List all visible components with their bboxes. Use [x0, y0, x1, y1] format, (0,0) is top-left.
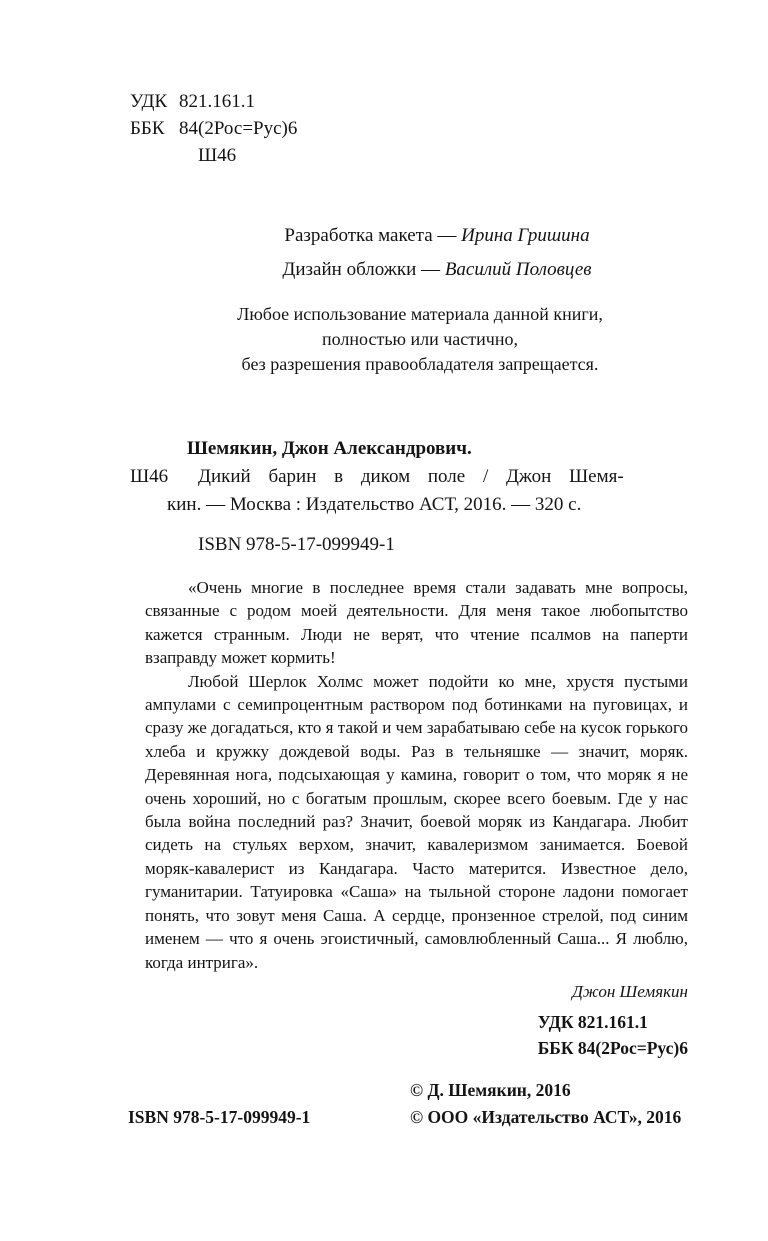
annotation-block — [145, 576, 688, 974]
credits-block — [186, 219, 688, 287]
bibliographic-record — [130, 435, 688, 559]
annotation-paragraph-1: «Очень многие в последнее время стали задавать мне вопросы, связанные с родом моей деятельности. Для меня такое любопытство кажется странным. Люди не верят, что чтение псалмов на паперти взаправду может кормить! — [145, 578, 688, 668]
notice-line-2: полностью или частично, — [322, 329, 518, 349]
udk-value: 821.161.1 — [179, 91, 255, 112]
author-sign: Ш46 — [198, 145, 237, 166]
top-codes-block — [130, 88, 688, 169]
bbk-label: ББК — [130, 118, 165, 139]
footer-isbn: ISBN 978-5-17-099949-1 — [128, 1106, 311, 1127]
annotation-paragraph-2: Любой Шерлок Холмс может подойти ко мне, хрустя пустыми ампулами с семипроцентным раствором под ботинками на пуговицах, и сразу же догадаться, кто я такой и чем зарабатываю себе на кусок горького хлеба и кружку дождевой воды. Раз в тельняшке — значит, моряк. Деревянная нога, подсыхающая у камина, говорит о том, что моряк я не очень хороший, но с богатым прошлым, скорее всего боевым. Где у нас была война последний раз? Значит, боевой моряк из Кандагара. Любит сидеть на стульях верхом, значит, кавалеризмом занимается. Боевой моряк-кавалерист из Кандагара. Часто матерится. Известное дело, гуманитарии. Татуировка «Саша» на тыльной стороне ладони помогает понять, что зовут меня Саша. А сердце, пронзенное стрелой, под синим именем — что я очень эгоистичный, самовлюбленный Саша... Я люблю, когда интрига». — [145, 671, 688, 972]
author-sign-row — [130, 142, 688, 169]
credit-cover-label: Дизайн обложки — — [282, 259, 441, 280]
biblio-title-line-1: Дикий барин в диком поле / Джон Шемя- — [198, 466, 624, 487]
notice-line-3: без разрешения правообладателя запрещается. — [241, 354, 599, 374]
credit-cover-name: Василий Половцев — [444, 259, 592, 280]
udk-row — [130, 88, 688, 115]
footer-copyright-publisher: © ООО «Издательство АСТ», 2016 — [410, 1106, 682, 1127]
footer-block — [130, 1077, 688, 1131]
footer-copyrights — [410, 1077, 681, 1131]
copyright-notice — [152, 302, 688, 377]
isbn-top: ISBN 978-5-17-099949-1 — [198, 534, 395, 555]
bottom-bbk: ББК 84(2Рос=Рус)6 — [537, 1037, 688, 1058]
biblio-code: Ш46 — [130, 466, 169, 487]
bottom-codes-block — [130, 1009, 688, 1061]
biblio-title-line-2: кин. — Москва : Издательство АСТ, 2016. — 320 с. — [167, 494, 582, 515]
notice-line-1: Любое использование материала данной книги, — [237, 304, 603, 324]
credit-layout-label: Разработка макета — — [284, 225, 457, 246]
annotation-signature: Джон Шемякин — [572, 981, 688, 1001]
bbk-value: 84(2Рос=Рус)6 — [179, 118, 298, 139]
footer-copyright-author: © Д. Шемякин, 2016 — [410, 1079, 571, 1100]
bbk-row — [130, 115, 688, 142]
biblio-author-heading: Шемякин, Джон Александрович. — [187, 438, 472, 459]
credit-cover-line — [186, 253, 688, 287]
bottom-codes-inner — [538, 1009, 688, 1061]
credit-layout-line — [186, 219, 688, 253]
credit-layout-name: Ирина Гришина — [461, 225, 590, 246]
author-sign-spacer — [130, 142, 179, 169]
bottom-udk: УДК 821.161.1 — [537, 1011, 648, 1032]
udk-label: УДК — [130, 91, 168, 112]
